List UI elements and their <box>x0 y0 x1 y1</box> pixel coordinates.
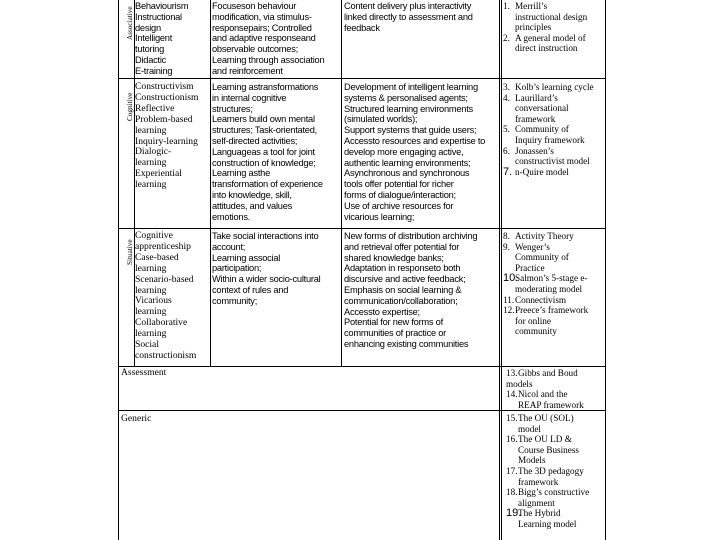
model-text: moderating model <box>515 283 583 294</box>
cell-line: Case-based <box>135 251 179 263</box>
model-text: The 3D pedagogy <box>518 465 584 476</box>
model-number: 18. <box>506 487 518 498</box>
model-item <box>503 146 603 167</box>
model-text: Wenger’s <box>515 241 550 252</box>
cell-line: structures; <box>212 103 253 114</box>
model-item <box>503 305 603 337</box>
cell-line: and adaptive responseand <box>212 33 316 44</box>
row-label-associative: Associative <box>126 6 134 40</box>
cell-line: modification, via stimulus- <box>212 11 312 22</box>
cell-line: account; <box>212 241 246 252</box>
row-divider-3 <box>119 366 605 367</box>
cell-line: linked directly to assessment and <box>344 11 473 22</box>
cell-line: Learning asthe <box>212 168 271 179</box>
cell-line: Emphasis on social learning & <box>344 284 462 295</box>
row-label-assessment: Assessment <box>121 368 167 378</box>
cell-line: Learners build own mental <box>212 114 315 125</box>
model-number: 2. <box>503 32 510 43</box>
cell-line: Constructionism <box>135 91 199 103</box>
cell-line: discursive and active feedback; <box>344 274 466 285</box>
model-number: 12. <box>503 305 515 316</box>
cell-line: design <box>135 22 161 33</box>
cell-line: Accessto expertise; <box>344 306 420 317</box>
model-text: Gibbs and Boud <box>518 368 578 378</box>
model-text: Community of <box>515 252 569 263</box>
model-text: A general model of <box>515 32 586 43</box>
model-text: Models <box>518 455 546 466</box>
cell-line: emotions. <box>212 211 251 222</box>
model-text: Bigg’s constructive <box>518 487 590 498</box>
model-number: 3. <box>503 82 510 92</box>
model-item <box>503 231 603 242</box>
model-number: 4. <box>503 92 510 103</box>
model-text: conversational <box>515 103 569 114</box>
model-item <box>503 82 603 93</box>
cell-line: Focuseson behaviour <box>212 1 297 11</box>
cell-line: learning <box>135 262 167 274</box>
cell-line: tutoring <box>135 44 165 55</box>
cell-line: responsepairs; Controlled <box>212 22 312 33</box>
model-item <box>506 368 603 389</box>
cell-line: structures; Task-orientated, <box>212 125 317 136</box>
model-item <box>506 389 603 410</box>
model-number: 11. <box>503 294 515 305</box>
cell-line: learning <box>135 179 167 191</box>
model-number: 14. <box>506 389 518 400</box>
model-text: Practice <box>515 262 545 273</box>
column-divider-2 <box>341 0 342 366</box>
cell-line: Languageas a tool for joint <box>212 146 315 157</box>
row-divider-1 <box>119 78 605 79</box>
model-number: 10. <box>503 272 519 285</box>
model-text: model <box>518 423 541 434</box>
model-text: Connectivism <box>515 294 567 305</box>
model-text: The OU LD & <box>518 434 572 445</box>
characteristics-associative <box>212 1 338 78</box>
model-number: 16. <box>506 434 518 445</box>
models-situative <box>503 231 603 366</box>
cell-line: and retrieval offer potential for <box>344 241 460 252</box>
model-text: REAP framework <box>518 399 584 410</box>
model-text: instructional design <box>515 11 588 22</box>
cell-line: learning <box>135 157 167 169</box>
cell-line: New forms of distribution archiving <box>344 231 478 241</box>
model-text: models <box>506 378 533 389</box>
model-text: The Hybrid <box>518 508 561 519</box>
model-text: alignment <box>518 497 555 508</box>
cell-line: Use of archive resources for <box>344 200 454 211</box>
model-number: 8. <box>503 231 510 241</box>
row-divider-2 <box>119 228 605 229</box>
model-text: constructivist model <box>515 156 590 167</box>
cell-line: context of rules and <box>212 284 289 295</box>
model-text: Salmon’s 5-stage e- <box>515 273 588 284</box>
row-divider-4 <box>119 410 605 411</box>
model-text: Jonassen’s <box>515 145 554 156</box>
cell-line: Structured learning environments <box>344 103 473 114</box>
theories-cognitive <box>135 82 207 228</box>
cell-line: observable outcomes; <box>212 44 298 55</box>
cell-line: Asynchronous and synchronous <box>344 168 470 179</box>
model-item <box>506 508 603 529</box>
cell-line: Learning astransformations <box>212 82 319 92</box>
model-number: 6. <box>503 145 510 156</box>
model-item <box>506 487 603 508</box>
model-text: principles <box>515 22 552 33</box>
column-divider-3b <box>501 0 502 540</box>
cell-line: systems & personalised agents; <box>344 92 468 103</box>
cell-line: communities of practice or <box>344 328 447 339</box>
cell-line: Inquiry-learning <box>135 135 198 147</box>
cell-line: Intelligent <box>135 33 173 44</box>
model-text: community <box>515 326 557 337</box>
models-generic <box>506 413 603 540</box>
model-item <box>503 1 603 33</box>
technology-cognitive <box>344 82 498 228</box>
cell-line: vicarious learning; <box>344 211 415 222</box>
cell-line: learning <box>135 284 167 296</box>
technology-associative <box>344 1 496 78</box>
cell-line: Experiential <box>135 168 182 180</box>
model-item <box>503 93 603 125</box>
cell-line: learning <box>135 306 167 318</box>
models-associative <box>503 1 603 78</box>
model-text: framework <box>515 113 556 124</box>
cell-line: Social <box>135 339 159 351</box>
cell-line: Potential for new forms of <box>344 317 443 328</box>
model-item <box>503 33 603 54</box>
model-item <box>506 413 603 434</box>
row-label-generic: Generic <box>121 414 152 424</box>
model-text: framework <box>518 476 559 487</box>
model-number: 13. <box>506 368 518 378</box>
cell-line: Learning through association <box>212 54 325 65</box>
cell-line: communication/collaboration; <box>344 295 458 306</box>
theories-situative <box>135 231 207 366</box>
cell-line: (simulated worlds); <box>344 114 418 125</box>
cell-line: participation; <box>212 263 262 274</box>
characteristics-cognitive <box>212 82 340 228</box>
cell-line: forms of dialogue/interaction; <box>344 189 456 200</box>
cell-line: learning <box>135 328 167 340</box>
cell-line: constructionism <box>135 349 197 361</box>
model-text: Merrill’s <box>515 1 548 11</box>
cell-line: Cognitive <box>135 231 173 241</box>
cell-line: tools offer potential for richer <box>344 179 454 190</box>
model-text: for online <box>515 315 551 326</box>
theories-associative <box>135 1 207 78</box>
model-item <box>503 273 603 294</box>
cell-line: in internal cognitive <box>212 92 287 103</box>
model-number: 9. <box>503 241 510 252</box>
model-number: 17. <box>506 465 518 476</box>
cell-line: and reinforcement <box>212 65 283 76</box>
cell-line: feedback <box>344 22 380 33</box>
model-text: Nicol and the <box>518 389 568 400</box>
cell-line: apprenticeship <box>135 240 191 252</box>
model-item <box>503 124 603 145</box>
model-text: The OU (SOL) <box>518 413 574 423</box>
cell-line: construction of knowledge; <box>212 157 316 168</box>
models-cognitive <box>503 82 603 228</box>
model-item <box>503 295 603 306</box>
model-text: direct instruction <box>515 43 578 54</box>
models-assessment <box>506 368 603 410</box>
model-item <box>503 242 603 274</box>
model-text: Activity Theory <box>515 231 574 241</box>
cell-line: Vicarious <box>135 295 172 307</box>
model-text: Laurillard’s <box>515 92 558 103</box>
cell-line: Instructional <box>135 11 182 22</box>
cell-line: Adaptation in responseto both <box>344 263 461 274</box>
model-text: Inquiry framework <box>515 134 585 145</box>
cell-line: Problem-based <box>135 113 193 125</box>
cell-line: Dialogic- <box>135 146 172 158</box>
cell-line: Accessto resources and expertise to <box>344 135 486 146</box>
cell-line: authentic learning environments; <box>344 157 471 168</box>
model-number: 1. <box>503 1 510 11</box>
column-divider-3 <box>499 0 500 540</box>
cell-line: Scenario-based <box>135 273 194 285</box>
model-text: Preece’s framework <box>515 305 589 316</box>
model-number: 5. <box>503 124 510 135</box>
cell-line: attitudes, and values <box>212 200 293 211</box>
model-text: Learning model <box>518 518 577 529</box>
technology-situative <box>344 231 498 366</box>
model-item <box>503 167 603 178</box>
cell-line: enhancing existing communities <box>344 338 469 349</box>
cell-line: Take social interactions into <box>212 231 319 241</box>
cell-line: Support systems that guide users; <box>344 125 477 136</box>
model-text: Kolb’s learning cycle <box>515 82 594 92</box>
model-item <box>506 466 603 487</box>
cell-line: Within a wider socio-cultural <box>212 274 321 285</box>
model-number: 19. <box>506 507 522 520</box>
cell-line: develop more engaging active, <box>344 146 464 157</box>
cell-line: into knowledge, skill, <box>212 189 292 200</box>
cell-line: Constructivism <box>135 82 194 92</box>
row-label-situative: Situative <box>126 239 134 265</box>
row-label-cognitive: Cognitive <box>126 92 134 121</box>
cell-line: shared knowledge banks; <box>344 252 444 263</box>
model-number: 15. <box>506 413 518 423</box>
cell-line: E-training <box>135 65 173 76</box>
model-text: n-Quire model <box>515 166 569 177</box>
model-text: Course Business <box>518 444 579 455</box>
model-item <box>506 434 603 466</box>
cell-line: Didactic <box>135 54 167 65</box>
model-number: 7. <box>503 165 513 178</box>
cell-line: learning <box>135 124 167 136</box>
cell-line: community; <box>212 295 258 306</box>
cell-line: Behaviourism <box>135 1 189 11</box>
characteristics-situative <box>212 231 340 366</box>
cell-line: self-directed activities; <box>212 135 298 146</box>
cell-line: Collaborative <box>135 317 188 329</box>
cell-line: Content delivery plus interactivity <box>344 1 472 11</box>
cell-line: transformation of experience <box>212 179 323 190</box>
cell-line: Development of intelligent learning <box>344 82 478 92</box>
cell-line: Reflective <box>135 102 175 114</box>
column-divider-1 <box>210 0 211 366</box>
cell-line: Learning associal <box>212 252 281 263</box>
model-text: Community of <box>515 124 569 135</box>
